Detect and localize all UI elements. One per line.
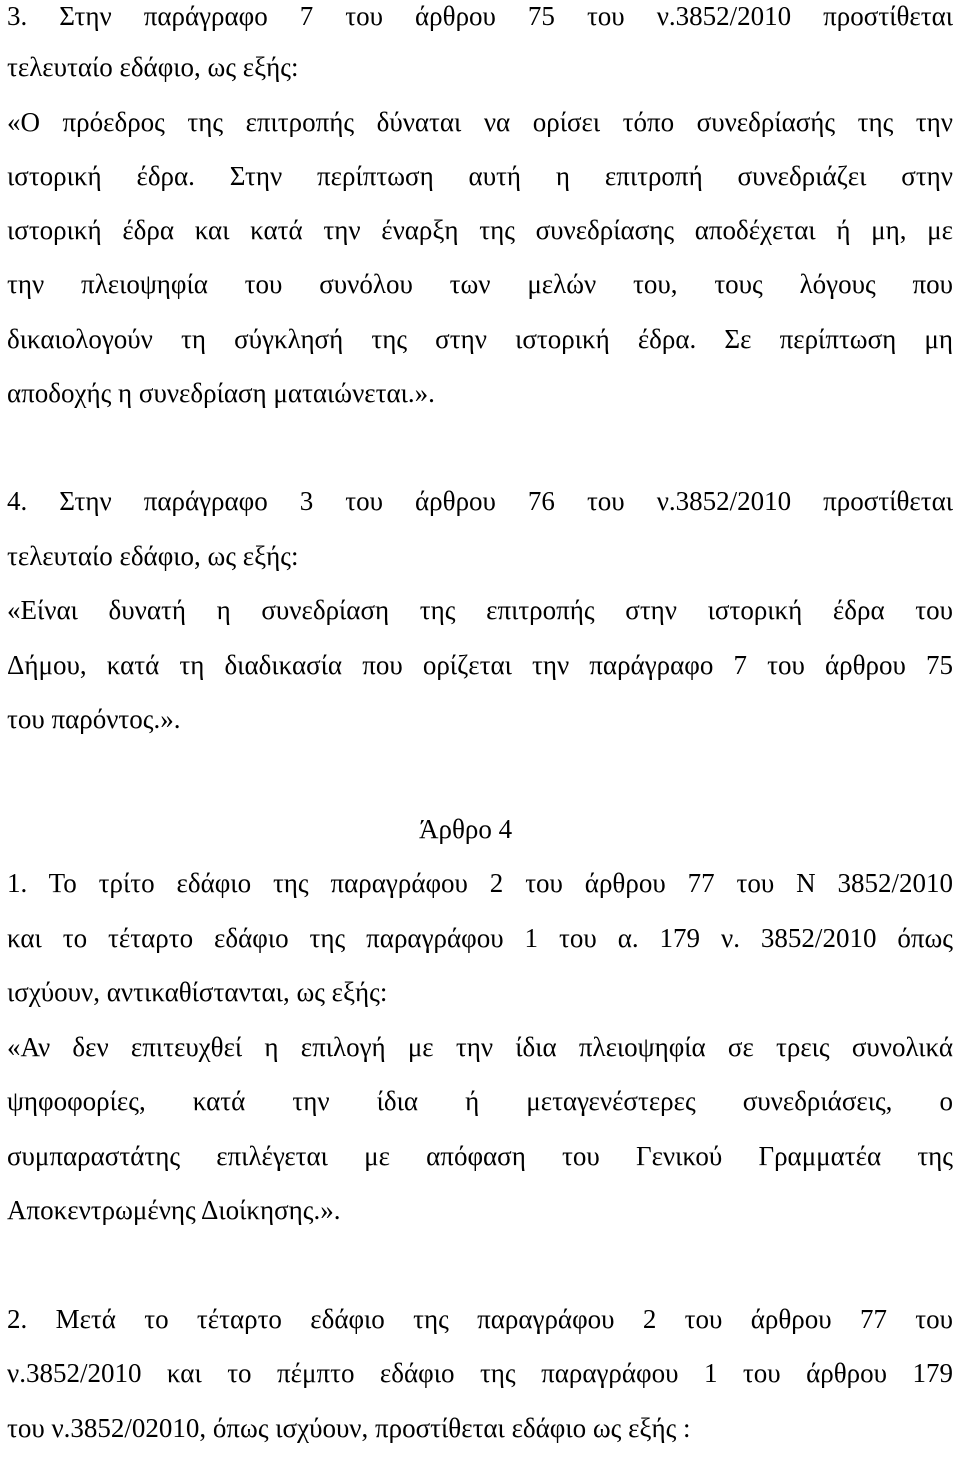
text-line: του παρόντος.».: [7, 704, 181, 734]
text-line: δικαιολογούν τη σύγκλησή της στην ιστορική έδρα. Σε περίπτωση μη: [7, 324, 953, 354]
text-line: Αποκεντρωμένης Διοίκησης.».: [7, 1195, 341, 1225]
text-line: την πλειοψηφία του συνόλου των μελών του, τους λόγους που: [7, 269, 953, 299]
text-line: 2. Μετά το τέταρτο εδάφιο της παραγράφου 2 του άρθρου 77 του: [7, 1304, 953, 1334]
text-line: ν.3852/2010 και το πέμπτο εδάφιο της παραγράφου 1 του άρθρου 179: [7, 1358, 953, 1388]
text-line: Δήμου, κατά τη διαδικασία που ορίζεται την παράγραφο 7 του άρθρου 75: [7, 650, 953, 680]
text-line: ισχύουν, αντικαθίστανται, ως εξής:: [7, 977, 388, 1007]
text-line: 4. Στην παράγραφο 3 του άρθρου 76 του ν.3852/2010 προστίθεται: [7, 486, 953, 516]
article-heading: Άρθρο 4: [419, 814, 513, 844]
text-line: και το τέταρτο εδάφιο της παραγράφου 1 του α. 179 ν. 3852/2010 όπως: [7, 923, 953, 953]
text-line: 3. Στην παράγραφο 7 του άρθρου 75 του ν.3852/2010 προστίθεται: [7, 1, 953, 31]
text-line: αποδοχής η συνεδρίαση ματαιώνεται.».: [7, 378, 435, 408]
text-line: «Είναι δυνατή η συνεδρίαση της επιτροπής στην ιστορική έδρα του: [7, 595, 953, 625]
text-line: ιστορική έδρα και κατά την έναρξη της συνεδρίασης αποδέχεται ή μη, με: [7, 215, 953, 245]
text-line: ιστορική έδρα. Στην περίπτωση αυτή η επιτροπή συνεδριάζει στην: [7, 161, 953, 191]
text-line: 1. Το τρίτο εδάφιο της παραγράφου 2 του άρθρου 77 του Ν 3852/2010: [7, 868, 953, 898]
text-line: τελευταίο εδάφιο, ως εξής:: [7, 541, 299, 571]
text-line: ψηφοφορίες, κατά την ίδια ή μεταγενέστερες συνεδριάσεις, ο: [7, 1086, 953, 1116]
text-line: «Ο πρόεδρος της επιτροπής δύναται να ορίσει τόπο συνεδρίασής της την: [7, 107, 953, 137]
text-line: «Αν δεν επιτευχθεί η επιλογή με την ίδια πλειοψηφία σε τρεις συνολικά: [7, 1032, 953, 1062]
text-line: συμπαραστάτης επιλέγεται με απόφαση του Γενικού Γραμματέα της: [7, 1141, 953, 1171]
text-line: του ν.3852/02010, όπως ισχύουν, προστίθεται εδάφιο ως εξής :: [7, 1413, 691, 1443]
text-line: τελευταίο εδάφιο, ως εξής:: [7, 52, 299, 82]
